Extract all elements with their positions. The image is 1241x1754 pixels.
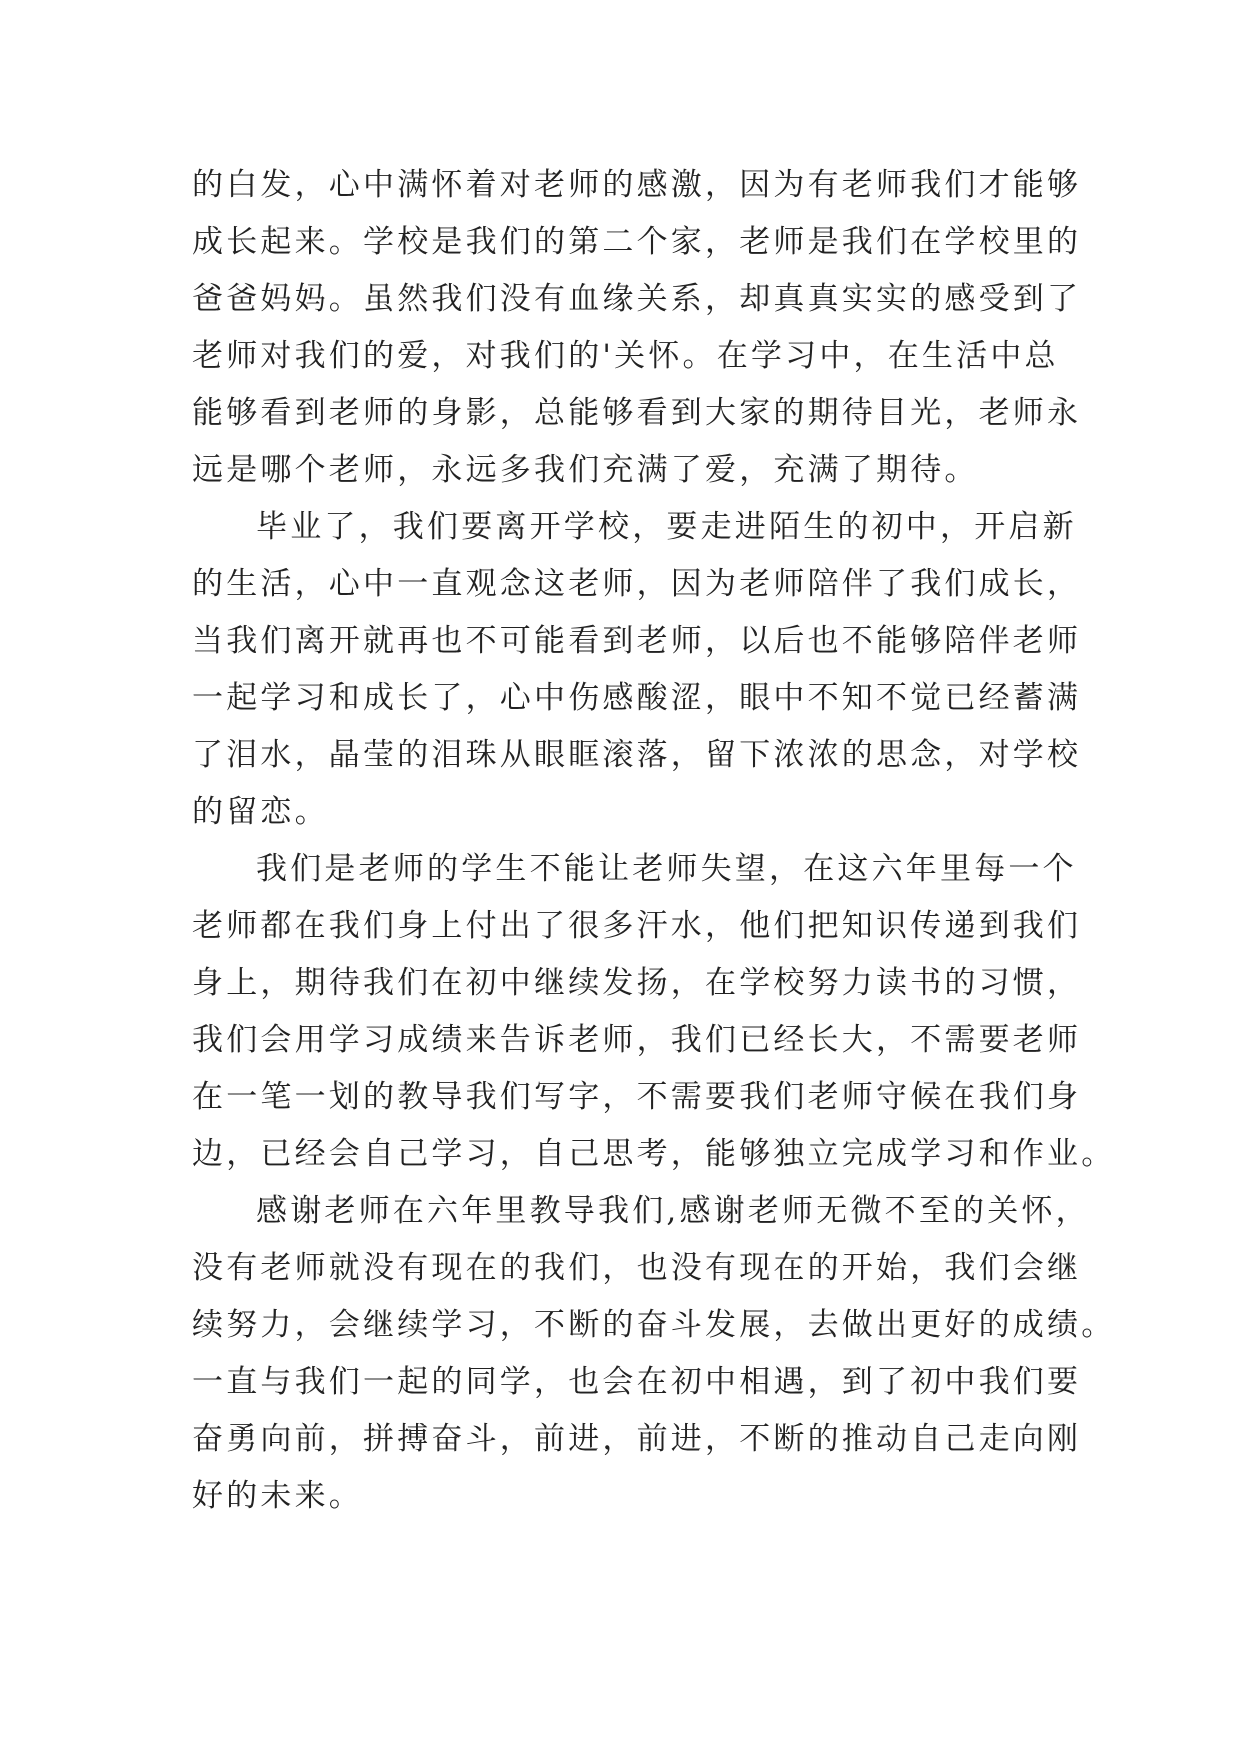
text-line: 好的未来。 (192, 1478, 363, 1514)
text-line: 成长起来。学校是我们的第二个家，老师是我们在学校里的 (192, 224, 1082, 260)
text-line: 远是哪个老师，永远多我们充满了爱，充满了期待。 (192, 452, 979, 488)
text-line: 的生活，心中一直观念这老师，因为老师陪伴了我们成长， (192, 566, 1082, 602)
paragraph-first-line: 毕业了，我们要离开学校，要走进陌生的初中，开启新 (256, 509, 1077, 545)
body-text (192, 157, 1116, 1525)
text-line: 在一笔一划的教导我们写字，不需要我们老师守候在我们身 (192, 1079, 1082, 1115)
text-line: 了泪水，晶莹的泪珠从眼眶滚落，留下浓浓的思念，对学校 (192, 737, 1082, 773)
text-line: 老师都在我们身上付出了很多汗水，他们把知识传递到我们 (192, 908, 1082, 944)
text-line: 爸爸妈妈。虽然我们没有血缘关系，却真真实实的感受到了 (192, 281, 1082, 317)
text-line: 的留恋。 (192, 794, 329, 830)
paragraph-first-line: 感谢老师在六年里教导我们,感谢老师无微不至的关怀， (256, 1193, 1090, 1229)
text-line: 能够看到老师的身影，总能够看到大家的期待目光，老师永 (192, 395, 1082, 431)
text-line: 身上，期待我们在初中继续发扬，在学校努力读书的习惯， (192, 965, 1082, 1001)
text-line: 的白发，心中满怀着对老师的感激，因为有老师我们才能够 (192, 167, 1082, 203)
text-line: 老师对我们的爱，对我们的'关怀。在学习中，在生活中总 (192, 338, 1059, 374)
paragraph-first-line: 我们是老师的学生不能让老师失望，在这六年里每一个 (256, 851, 1077, 887)
text-line: 一直与我们一起的同学，也会在初中相遇，到了初中我们要 (192, 1364, 1082, 1400)
text-line: 没有老师就没有现在的我们，也没有现在的开始，我们会继 (192, 1250, 1082, 1286)
text-line: 奋勇向前，拼搏奋斗，前进，前进，不断的推动自己走向刚 (192, 1421, 1082, 1457)
text-line: 续努力，会继续学习，不断的奋斗发展，去做出更好的成绩。 (192, 1307, 1116, 1343)
text-line: 一起学习和成长了，心中伤感酸涩，眼中不知不觉已经蓄满 (192, 680, 1082, 716)
text-line: 当我们离开就再也不可能看到老师，以后也不能够陪伴老师 (192, 623, 1082, 659)
text-line: 我们会用学习成绩来告诉老师，我们已经长大，不需要老师 (192, 1022, 1082, 1058)
text-line: 边，已经会自己学习，自己思考，能够独立完成学习和作业。 (192, 1136, 1116, 1172)
